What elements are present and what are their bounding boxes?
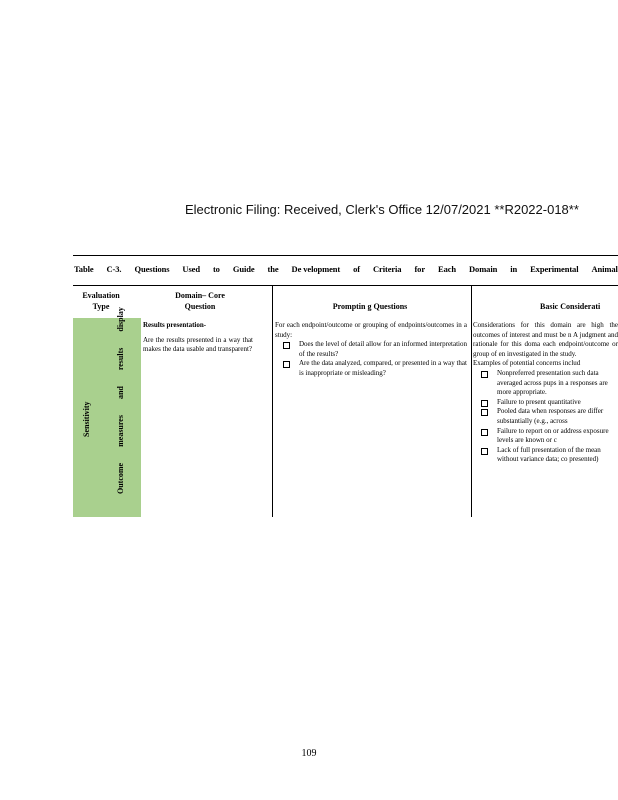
basic-intro: Considerations for this domain are high the outcomes of interest and must be n A judgment and rationale for this doma each endpoint/outcome or group of en investigated in the study. — [473, 321, 618, 358]
list-item — [481, 427, 618, 446]
header-evaluation-type: Evaluation Type — [82, 291, 120, 311]
core-question-cell — [143, 321, 253, 355]
caption-word: Table — [74, 264, 94, 274]
concern-item: Failure to report on or address exposure levels are known or c — [497, 426, 609, 445]
prompting-question: Are the data analyzed, compared, or presented in a way that is inappropriate or misleading? — [299, 359, 467, 377]
concern-item: Nonpreferred presentation such data averaged across pups in a responses are more appropriate. — [497, 368, 608, 397]
bullet-icon — [481, 371, 488, 378]
concern-item: Pooled data when responses are differ substantially (e.g., across — [497, 407, 604, 425]
caption-word: Animal — [591, 264, 618, 274]
list-item — [283, 359, 467, 378]
list-item — [283, 340, 467, 359]
bullet-icon — [283, 342, 290, 349]
page-number: 109 — [301, 748, 317, 759]
bullet-icon — [481, 429, 488, 436]
prompting-question: Does the level of detail allow for an informed interpretation of the results? — [299, 340, 467, 358]
concern-item: Failure to present quantitative — [497, 397, 581, 406]
bullet-icon — [283, 361, 290, 368]
caption-word: Guide — [232, 264, 255, 274]
caption-word: Each — [438, 264, 457, 274]
caption-rule — [73, 285, 618, 286]
examples-label: Examples of potential concerns includ — [473, 359, 581, 368]
caption-word: C-3. — [106, 264, 122, 274]
core-question-title: Results presentation- — [143, 321, 207, 329]
header-domain-core-question: Domain– Core Question — [175, 291, 225, 311]
header-basic-considerations: Basic Considerati — [540, 302, 601, 311]
caption-word: De velopment — [291, 264, 341, 274]
list-item — [481, 369, 618, 398]
table-caption — [74, 264, 618, 280]
prompting-intro: For each endpoint/outcome or grouping of endpoints/outcomes in a study: — [275, 321, 467, 339]
caption-word: to — [212, 264, 220, 274]
column-divider — [272, 285, 273, 517]
caption-word: Experimental — [530, 264, 579, 274]
basic-considerations-cell — [473, 321, 618, 517]
caption-word: Used — [182, 264, 200, 274]
domain-sub-label: Outcome measures and results display — [116, 307, 125, 494]
bullet-icon — [481, 400, 488, 407]
caption-word: Domain — [469, 264, 498, 274]
list-item — [481, 398, 618, 408]
core-question-text: Are the results presented in a way that makes the data usable and transparent? — [143, 335, 253, 354]
bullet-icon — [481, 409, 488, 416]
list-item — [481, 407, 618, 426]
column-divider — [471, 285, 472, 517]
bullet-icon — [481, 448, 488, 455]
caption-word: in — [510, 264, 518, 274]
list-item — [481, 446, 618, 465]
caption-word: the — [267, 264, 279, 274]
concern-item: Lack of full presentation of the mean without variance data; co presented) — [497, 445, 601, 464]
caption-word: Criteria — [373, 264, 402, 274]
filing-stamp: Electronic Filing: Received, Clerk's Office 12/07/2021 **R2022-018** — [185, 202, 579, 217]
caption-word: Questions — [134, 264, 170, 274]
header-prompting-questions: Promptin g Questions — [332, 302, 408, 311]
caption-word: of — [353, 264, 361, 274]
table-top-rule — [73, 255, 618, 256]
evaluation-type-label: Sensitivity — [82, 401, 91, 437]
caption-word: for — [414, 264, 426, 274]
prompting-questions-cell — [275, 321, 467, 379]
